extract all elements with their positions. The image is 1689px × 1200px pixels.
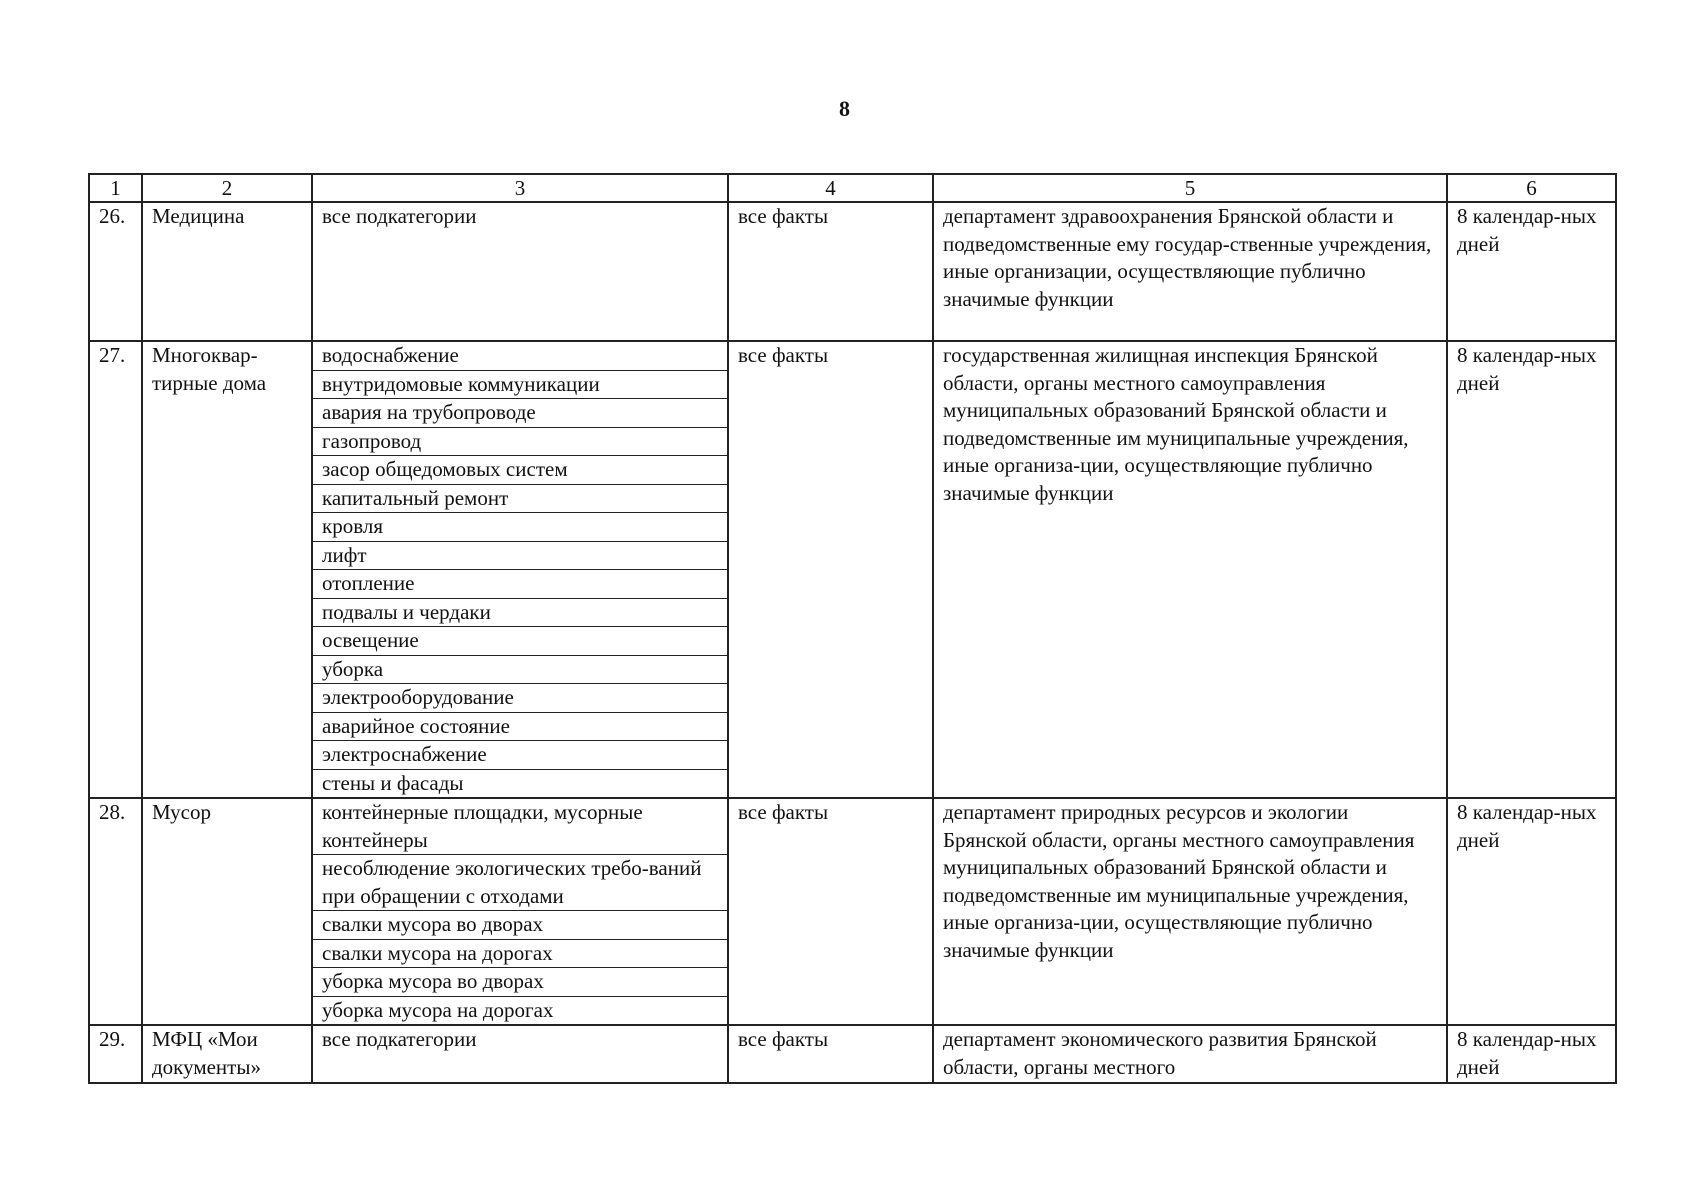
subcategory-item: освещение bbox=[313, 627, 727, 656]
category-name: Мусор bbox=[142, 798, 312, 1025]
category-name: Многоквар-тирные дома bbox=[142, 341, 312, 798]
subcategory-item: электроснабжение bbox=[313, 741, 727, 770]
subcategory-item: водоснабжение bbox=[313, 342, 727, 371]
facts-cell: все факты bbox=[728, 798, 933, 1025]
subcategory-list bbox=[312, 798, 728, 1025]
subcategory-cell: все подкатегории bbox=[312, 202, 728, 341]
table-row bbox=[89, 202, 1616, 341]
subcategory-item: уборка bbox=[313, 656, 727, 685]
subcategory-item: внутридомовые коммуникации bbox=[313, 371, 727, 400]
subcategory-item: несоблюдение экологических требо-ваний при обращении с отходами bbox=[313, 855, 727, 911]
responsible-cell: государственная жилищная инспекция Брянской области, органы местного самоуправления муниципальных образований Брянской области и подведомственные им муниципальные учреждения, иные организа-ции, осуществляющие публично значимые функции bbox=[933, 341, 1447, 798]
facts-cell: все факты bbox=[728, 1025, 933, 1083]
row-number: 29. bbox=[89, 1025, 142, 1083]
deadline-cell: 8 календар-ных дней bbox=[1447, 202, 1616, 341]
category-name: МФЦ «Мои документы» bbox=[142, 1025, 312, 1083]
responsible-cell: департамент природных ресурсов и экологии Брянской области, органы местного самоуправления муниципальных образований Брянской области и подведомственные им муниципальные учреждения, иные организа-ции, осуществляющие публично значимые функции bbox=[933, 798, 1447, 1025]
row-number: 28. bbox=[89, 798, 142, 1025]
subcategory-item: газопровод bbox=[313, 428, 727, 457]
subcategory-item: аварийное состояние bbox=[313, 713, 727, 742]
table-row bbox=[89, 798, 1616, 1025]
responsible-cell: департамент здравоохранения Брянской области и подведомственные ему государ-ственные учреждения, иные организации, осуществляющие публично значимые функции bbox=[933, 202, 1447, 341]
header-cell: 6 bbox=[1447, 174, 1616, 202]
subcategory-item: отопление bbox=[313, 570, 727, 599]
facts-cell: все факты bbox=[728, 341, 933, 798]
table-header-row bbox=[89, 174, 1616, 202]
subcategory-item: капитальный ремонт bbox=[313, 485, 727, 514]
subcategory-item: уборка мусора на дорогах bbox=[322, 997, 554, 1022]
header-cell: 3 bbox=[312, 174, 728, 202]
header-cell: 5 bbox=[933, 174, 1447, 202]
subcategory-cell: все подкатегории bbox=[312, 1025, 728, 1083]
subcategory-item: контейнерные площадки, мусорные контейнеры bbox=[313, 799, 727, 855]
subcategory-item: подвалы и чердаки bbox=[313, 599, 727, 628]
header-cell: 2 bbox=[142, 174, 312, 202]
page-number: 8 bbox=[839, 96, 850, 121]
deadline-cell: 8 календар-ных дней bbox=[1447, 341, 1616, 798]
table-row bbox=[89, 1025, 1616, 1083]
header-cell: 1 bbox=[89, 174, 142, 202]
subcategory-item: уборка мусора во дворах bbox=[313, 968, 727, 997]
subcategory-item: кровля bbox=[313, 513, 727, 542]
subcategory-item: стены и фасады bbox=[322, 770, 464, 795]
subcategory-item: электрооборудование bbox=[313, 684, 727, 713]
subcategory-item: авария на трубопроводе bbox=[313, 399, 727, 428]
responsible-cell: департамент экономического развития Брянской области, органы местного bbox=[933, 1025, 1447, 1083]
row-number: 26. bbox=[89, 202, 142, 341]
subcategory-item: свалки мусора на дорогах bbox=[313, 940, 727, 969]
deadline-cell: 8 календар-ных дней bbox=[1447, 798, 1616, 1025]
facts-cell: все факты bbox=[728, 202, 933, 341]
subcategory-list bbox=[312, 341, 728, 798]
category-name: Медицина bbox=[142, 202, 312, 341]
subcategory-item: лифт bbox=[313, 542, 727, 571]
deadline-cell: 8 календар-ных дней bbox=[1447, 1025, 1616, 1083]
table-row bbox=[89, 341, 1616, 798]
row-number: 27. bbox=[89, 341, 142, 798]
header-cell: 4 bbox=[728, 174, 933, 202]
subcategory-item: засор общедомовых систем bbox=[313, 456, 727, 485]
subcategory-item: свалки мусора во дворах bbox=[313, 911, 727, 940]
services-table bbox=[88, 173, 1617, 1084]
